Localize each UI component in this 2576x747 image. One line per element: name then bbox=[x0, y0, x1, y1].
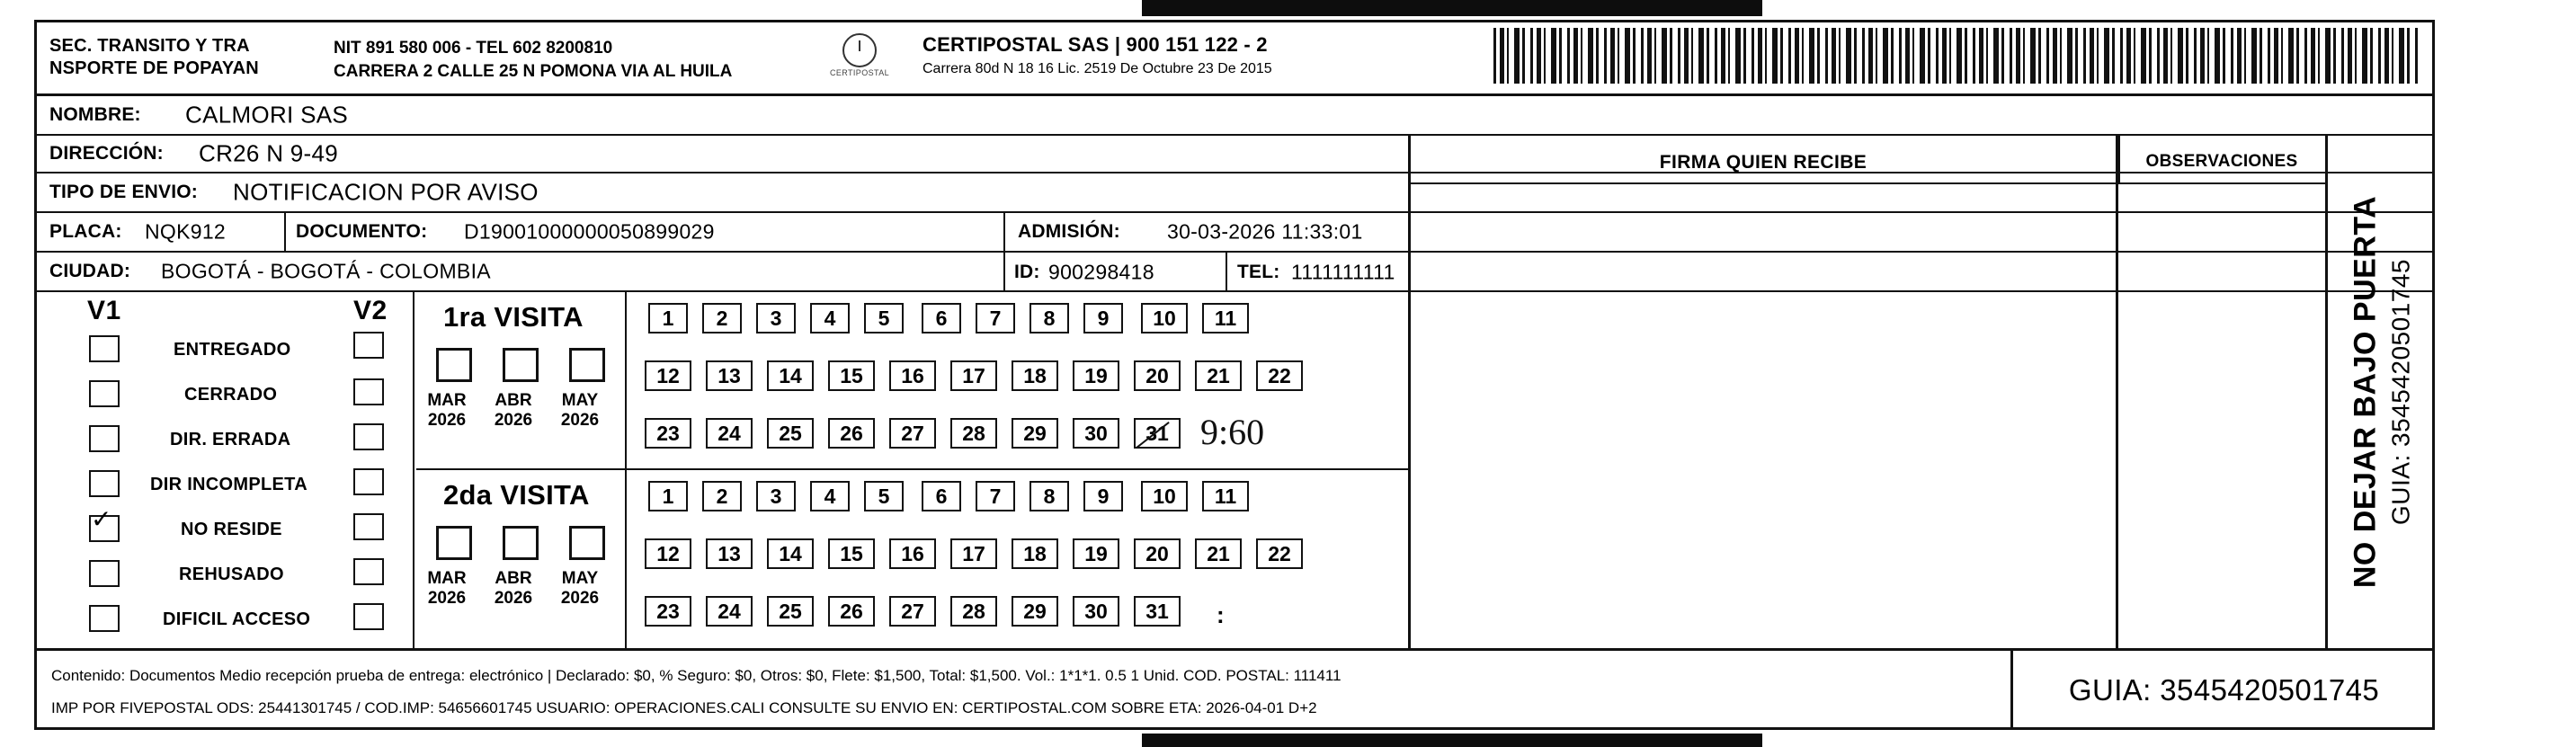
checkbox-v1-cerrado[interactable] bbox=[89, 380, 120, 407]
bottom-black-bar bbox=[1142, 734, 1762, 747]
tel-label: TEL: bbox=[1237, 262, 1280, 282]
visit-2-day-25[interactable]: 25 bbox=[767, 596, 814, 627]
visit-2-day-12[interactable]: 12 bbox=[645, 538, 691, 569]
visit-1-day-4[interactable]: 4 bbox=[810, 303, 850, 333]
placa-label: PLACA: bbox=[49, 221, 122, 242]
visit-1-month-abr-checkbox[interactable] bbox=[503, 348, 539, 382]
checkbox-v1-entregado[interactable] bbox=[89, 335, 120, 362]
visit-1-day-6[interactable]: 6 bbox=[922, 303, 961, 333]
visit-1-title: 1ra VISITA bbox=[443, 301, 584, 333]
v1-header: V1 bbox=[87, 296, 121, 325]
visit-2-day-11[interactable]: 11 bbox=[1202, 481, 1249, 511]
visit-2-day-10[interactable]: 10 bbox=[1141, 481, 1188, 511]
label-header bbox=[37, 22, 2432, 96]
visit-1-month-mar-label: MAR 2026 bbox=[427, 391, 467, 430]
visit-2-day-20[interactable]: 20 bbox=[1134, 538, 1181, 569]
documento-label: DOCUMENTO: bbox=[296, 221, 428, 242]
ciudad-label: CIUDAD: bbox=[49, 261, 131, 281]
sender-address-line: CARRERA 2 CALLE 25 N POMONA VIA AL HUILA bbox=[334, 61, 733, 81]
sender-block bbox=[49, 35, 319, 80]
visit-1-month-may-label: MAY 2026 bbox=[560, 391, 600, 430]
visit-1-day-28[interactable]: 28 bbox=[950, 418, 997, 449]
tipo-envio-value: NOTIFICACION POR AVISO bbox=[233, 178, 539, 206]
visit-2-day-14[interactable]: 14 bbox=[767, 538, 814, 569]
visit-1-day-18[interactable]: 18 bbox=[1012, 360, 1058, 391]
footer-print-line: IMP POR FIVEPOSTAL ODS: 25441301745 / COD.IMP: 54656601745 USUARIO: OPERACIONES.CALI CONSULTE SU ENVIO EN: CERTIPOSTAL.COM SOBRE ETA: 2026-04-01 D+2 bbox=[51, 699, 1317, 716]
visit-1-month-may-checkbox[interactable] bbox=[569, 348, 605, 382]
visit-1-day-13[interactable]: 13 bbox=[706, 360, 753, 391]
side-note-text bbox=[2348, 196, 2415, 588]
nombre-value: CALMORI SAS bbox=[185, 101, 349, 129]
visit-2-day-24[interactable]: 24 bbox=[706, 596, 753, 627]
visit-1-day-21[interactable]: 21 bbox=[1195, 360, 1242, 391]
visit-1-day-10[interactable]: 10 bbox=[1141, 303, 1188, 333]
carrier-address: Carrera 80d N 18 16 Lic. 2519 De Octubre 23 De 2015 bbox=[923, 61, 1272, 76]
visit-2-month-abr-checkbox[interactable] bbox=[503, 526, 539, 560]
guia-box bbox=[2010, 651, 2435, 730]
admision-block bbox=[1003, 213, 1408, 292]
visit-1-day-27[interactable]: 27 bbox=[889, 418, 936, 449]
seal-label: CERTIPOSTAL bbox=[829, 68, 890, 77]
visit-1-time-handwritten: 9:60 bbox=[1200, 412, 1265, 452]
visit-2-day-15[interactable]: 15 bbox=[828, 538, 875, 569]
visit-2-month-may-label: MAY 2026 bbox=[560, 569, 600, 608]
checkbox-v2-rehusado[interactable] bbox=[353, 558, 384, 585]
checkbox-v2-cerrado[interactable] bbox=[353, 378, 384, 405]
visit-1-day-22[interactable]: 22 bbox=[1256, 360, 1303, 391]
row-nombre bbox=[37, 96, 2432, 136]
barcode-bars-icon bbox=[1493, 28, 2420, 84]
id-value: 900298418 bbox=[1048, 260, 1154, 284]
direccion-value: CR26 N 9-49 bbox=[199, 139, 339, 167]
visit-1-month-mar-checkbox[interactable] bbox=[436, 348, 472, 382]
visit-2-day-27[interactable]: 27 bbox=[889, 596, 936, 627]
visit-1-day-1[interactable]: 1 bbox=[648, 303, 688, 333]
visit-2-day-8[interactable]: 8 bbox=[1030, 481, 1069, 511]
seal-circle-icon bbox=[842, 33, 877, 67]
side-note-line2: GUIA: 3545420501745 bbox=[2386, 259, 2414, 525]
visit-1-day-5[interactable]: 5 bbox=[864, 303, 904, 333]
label-footer bbox=[37, 648, 2432, 727]
admision-label: ADMISIÓN: bbox=[1018, 221, 1120, 242]
visit-2-month-mar-checkbox[interactable] bbox=[436, 526, 472, 560]
observaciones-box[interactable] bbox=[2118, 136, 2325, 648]
status-label-entregado: ENTREGADO bbox=[174, 340, 291, 360]
checkmark-no-reside-icon: ✓ bbox=[91, 506, 112, 534]
visit-2-month-mar-label: MAR 2026 bbox=[427, 569, 467, 608]
visit-1-day-29[interactable]: 29 bbox=[1012, 418, 1058, 449]
direccion-label: DIRECCIÓN: bbox=[49, 143, 164, 164]
visit-1-day-3[interactable]: 3 bbox=[756, 303, 796, 333]
visit-2-day-22[interactable]: 22 bbox=[1256, 538, 1303, 569]
visit-2-day-29[interactable]: 29 bbox=[1012, 596, 1058, 627]
visit-1-day-23[interactable]: 23 bbox=[645, 418, 691, 449]
visit-1-day-11[interactable]: 11 bbox=[1202, 303, 1249, 333]
visit-2-title: 2da VISITA bbox=[443, 479, 590, 511]
checkbox-v2-dificil-acceso[interactable] bbox=[353, 603, 384, 630]
status-label-no-reside: NO RESIDE bbox=[181, 520, 282, 539]
observaciones-title: OBSERVACIONES bbox=[2145, 152, 2298, 171]
firma-title: FIRMA QUIEN RECIBE bbox=[1659, 152, 1867, 173]
checkbox-v1-rehusado[interactable] bbox=[89, 560, 120, 587]
nombre-label: NOMBRE: bbox=[49, 104, 141, 125]
visit-2-day-6[interactable]: 6 bbox=[922, 481, 961, 511]
visit-2-day-2[interactable]: 2 bbox=[702, 481, 742, 511]
id-tel-separator bbox=[1226, 253, 1227, 292]
visit-2-day-31[interactable]: 31 bbox=[1134, 596, 1181, 627]
visit-2-day-30[interactable]: 30 bbox=[1073, 596, 1119, 627]
visit-1-day-2[interactable]: 2 bbox=[702, 303, 742, 333]
visit-1-day-31[interactable]: 31 bbox=[1134, 418, 1181, 449]
visit-2-months-days-separator bbox=[625, 470, 627, 648]
visit-panel-1 bbox=[416, 292, 1408, 470]
visit-2-day-4[interactable]: 4 bbox=[810, 481, 850, 511]
carrier-block bbox=[923, 33, 1480, 77]
documento-value: D19001000000050899029 bbox=[464, 219, 715, 244]
checkbox-v2-dir-incompleta[interactable] bbox=[353, 468, 384, 495]
visit-1-months-days-separator bbox=[625, 292, 627, 470]
certipostal-seal-icon bbox=[828, 31, 891, 87]
checkbox-v2-no-reside[interactable] bbox=[353, 513, 384, 540]
tel-value: 1111111111 bbox=[1291, 260, 1395, 284]
visit-1-day-15[interactable]: 15 bbox=[828, 360, 875, 391]
side-note-strip bbox=[2325, 136, 2435, 648]
visit-1-day-19[interactable]: 19 bbox=[1073, 360, 1119, 391]
visit-1-day-9[interactable]: 9 bbox=[1083, 303, 1123, 333]
visit-1-day-8[interactable]: 8 bbox=[1030, 303, 1069, 333]
top-black-bar bbox=[1142, 0, 1762, 16]
visit-1-day-20[interactable]: 20 bbox=[1134, 360, 1181, 391]
admision-value: 30-03-2026 11:33:01 bbox=[1167, 219, 1363, 244]
id-label: ID: bbox=[1014, 262, 1040, 282]
visit-2-day-18[interactable]: 18 bbox=[1012, 538, 1058, 569]
visit-2-day-21[interactable]: 21 bbox=[1195, 538, 1242, 569]
barcode bbox=[1493, 28, 2420, 84]
firma-header-divider bbox=[1408, 182, 2325, 184]
checkbox-v2-entregado[interactable] bbox=[353, 332, 384, 359]
status-label-dir-incompleta: DIR INCOMPLETA bbox=[150, 475, 308, 494]
visit-2-day-7[interactable]: 7 bbox=[976, 481, 1015, 511]
side-note-line1: NO DEJAR BAJO PUERTA bbox=[2348, 195, 2382, 589]
sender-line-2: NSPORTE DE POPAYAN bbox=[49, 58, 259, 78]
checkbox-v1-dir-errada[interactable] bbox=[89, 425, 120, 452]
visit-1-month-abr-label: ABR 2026 bbox=[494, 391, 533, 430]
carrier-name: CERTIPOSTAL SAS | 900 151 122 - 2 bbox=[923, 33, 1268, 56]
admision-row bbox=[1005, 213, 1408, 253]
status-checkbox-panel bbox=[37, 292, 414, 648]
visit-2-month-may-checkbox[interactable] bbox=[569, 526, 605, 560]
tipo-envio-label: TIPO DE ENVIO: bbox=[49, 182, 198, 202]
visit-1-day-26[interactable]: 26 bbox=[828, 418, 875, 449]
visit-2-day-19[interactable]: 19 bbox=[1073, 538, 1119, 569]
id-tel-row bbox=[1005, 253, 1408, 292]
visit-2-day-26[interactable]: 26 bbox=[828, 596, 875, 627]
firma-obs-separator bbox=[2118, 136, 2120, 182]
visit-2-day-1[interactable]: 1 bbox=[648, 481, 688, 511]
status-label-cerrado: CERRADO bbox=[184, 385, 278, 405]
visit-panel-2 bbox=[416, 470, 1408, 648]
visit-1-day-30[interactable]: 30 bbox=[1073, 418, 1119, 449]
sender-contact-block bbox=[334, 37, 837, 83]
visit-2-day-16[interactable]: 16 bbox=[889, 538, 936, 569]
visit-1-day-25[interactable]: 25 bbox=[767, 418, 814, 449]
visit-2-day-17[interactable]: 17 bbox=[950, 538, 997, 569]
visit-1-day-16[interactable]: 16 bbox=[889, 360, 936, 391]
visit-1-day-7[interactable]: 7 bbox=[976, 303, 1015, 333]
ciudad-value: BOGOTÁ - BOGOTÁ - COLOMBIA bbox=[161, 259, 491, 283]
visit-2-time-separator: : bbox=[1217, 601, 1225, 628]
visit-2-day-9[interactable]: 9 bbox=[1083, 481, 1123, 511]
firma-quien-recibe-box[interactable] bbox=[1408, 136, 2118, 648]
checkbox-v1-dir-incompleta[interactable] bbox=[89, 470, 120, 497]
visit-1-day-12[interactable]: 12 bbox=[645, 360, 691, 391]
status-label-rehusado: REHUSADO bbox=[179, 565, 284, 584]
visit-2-day-28[interactable]: 28 bbox=[950, 596, 997, 627]
visit-1-day-14[interactable]: 14 bbox=[767, 360, 814, 391]
visit-2-day-13[interactable]: 13 bbox=[706, 538, 753, 569]
v2-header: V2 bbox=[353, 296, 388, 325]
visit-2-month-abr-label: ABR 2026 bbox=[494, 569, 533, 608]
status-label-dir-errada: DIR. ERRADA bbox=[170, 430, 291, 449]
guia-number: GUIA: 3545420501745 bbox=[2068, 673, 2380, 707]
placa-documento-separator bbox=[284, 213, 286, 253]
visit-1-day-17[interactable]: 17 bbox=[950, 360, 997, 391]
visit-2-day-23[interactable]: 23 bbox=[645, 596, 691, 627]
visit-2-day-5[interactable]: 5 bbox=[864, 481, 904, 511]
sender-nit-line: NIT 891 580 006 - TEL 602 8200810 bbox=[334, 39, 613, 58]
shipping-label bbox=[34, 20, 2435, 730]
checkbox-v1-dificil-acceso[interactable] bbox=[89, 605, 120, 632]
checkbox-v2-dir-errada[interactable] bbox=[353, 423, 384, 450]
visit-2-day-3[interactable]: 3 bbox=[756, 481, 796, 511]
status-label-dificil-acceso: DIFICIL ACCESO bbox=[163, 609, 311, 629]
footer-content-line: Contenido: Documentos Medio recepción prueba de entrega: electrónico | Declarado: $0, % Seguro: $0, Otros: $0, Flete: $1,500, Total: $1,500. Vol.: 1*1*1. 0.5 1 Unid. COD. POSTAL: 111411 bbox=[51, 667, 1341, 684]
visit-1-day-24[interactable]: 24 bbox=[706, 418, 753, 449]
placa-value: NQK912 bbox=[145, 219, 227, 244]
sender-line-1: SEC. TRANSITO Y TRA bbox=[49, 36, 250, 56]
